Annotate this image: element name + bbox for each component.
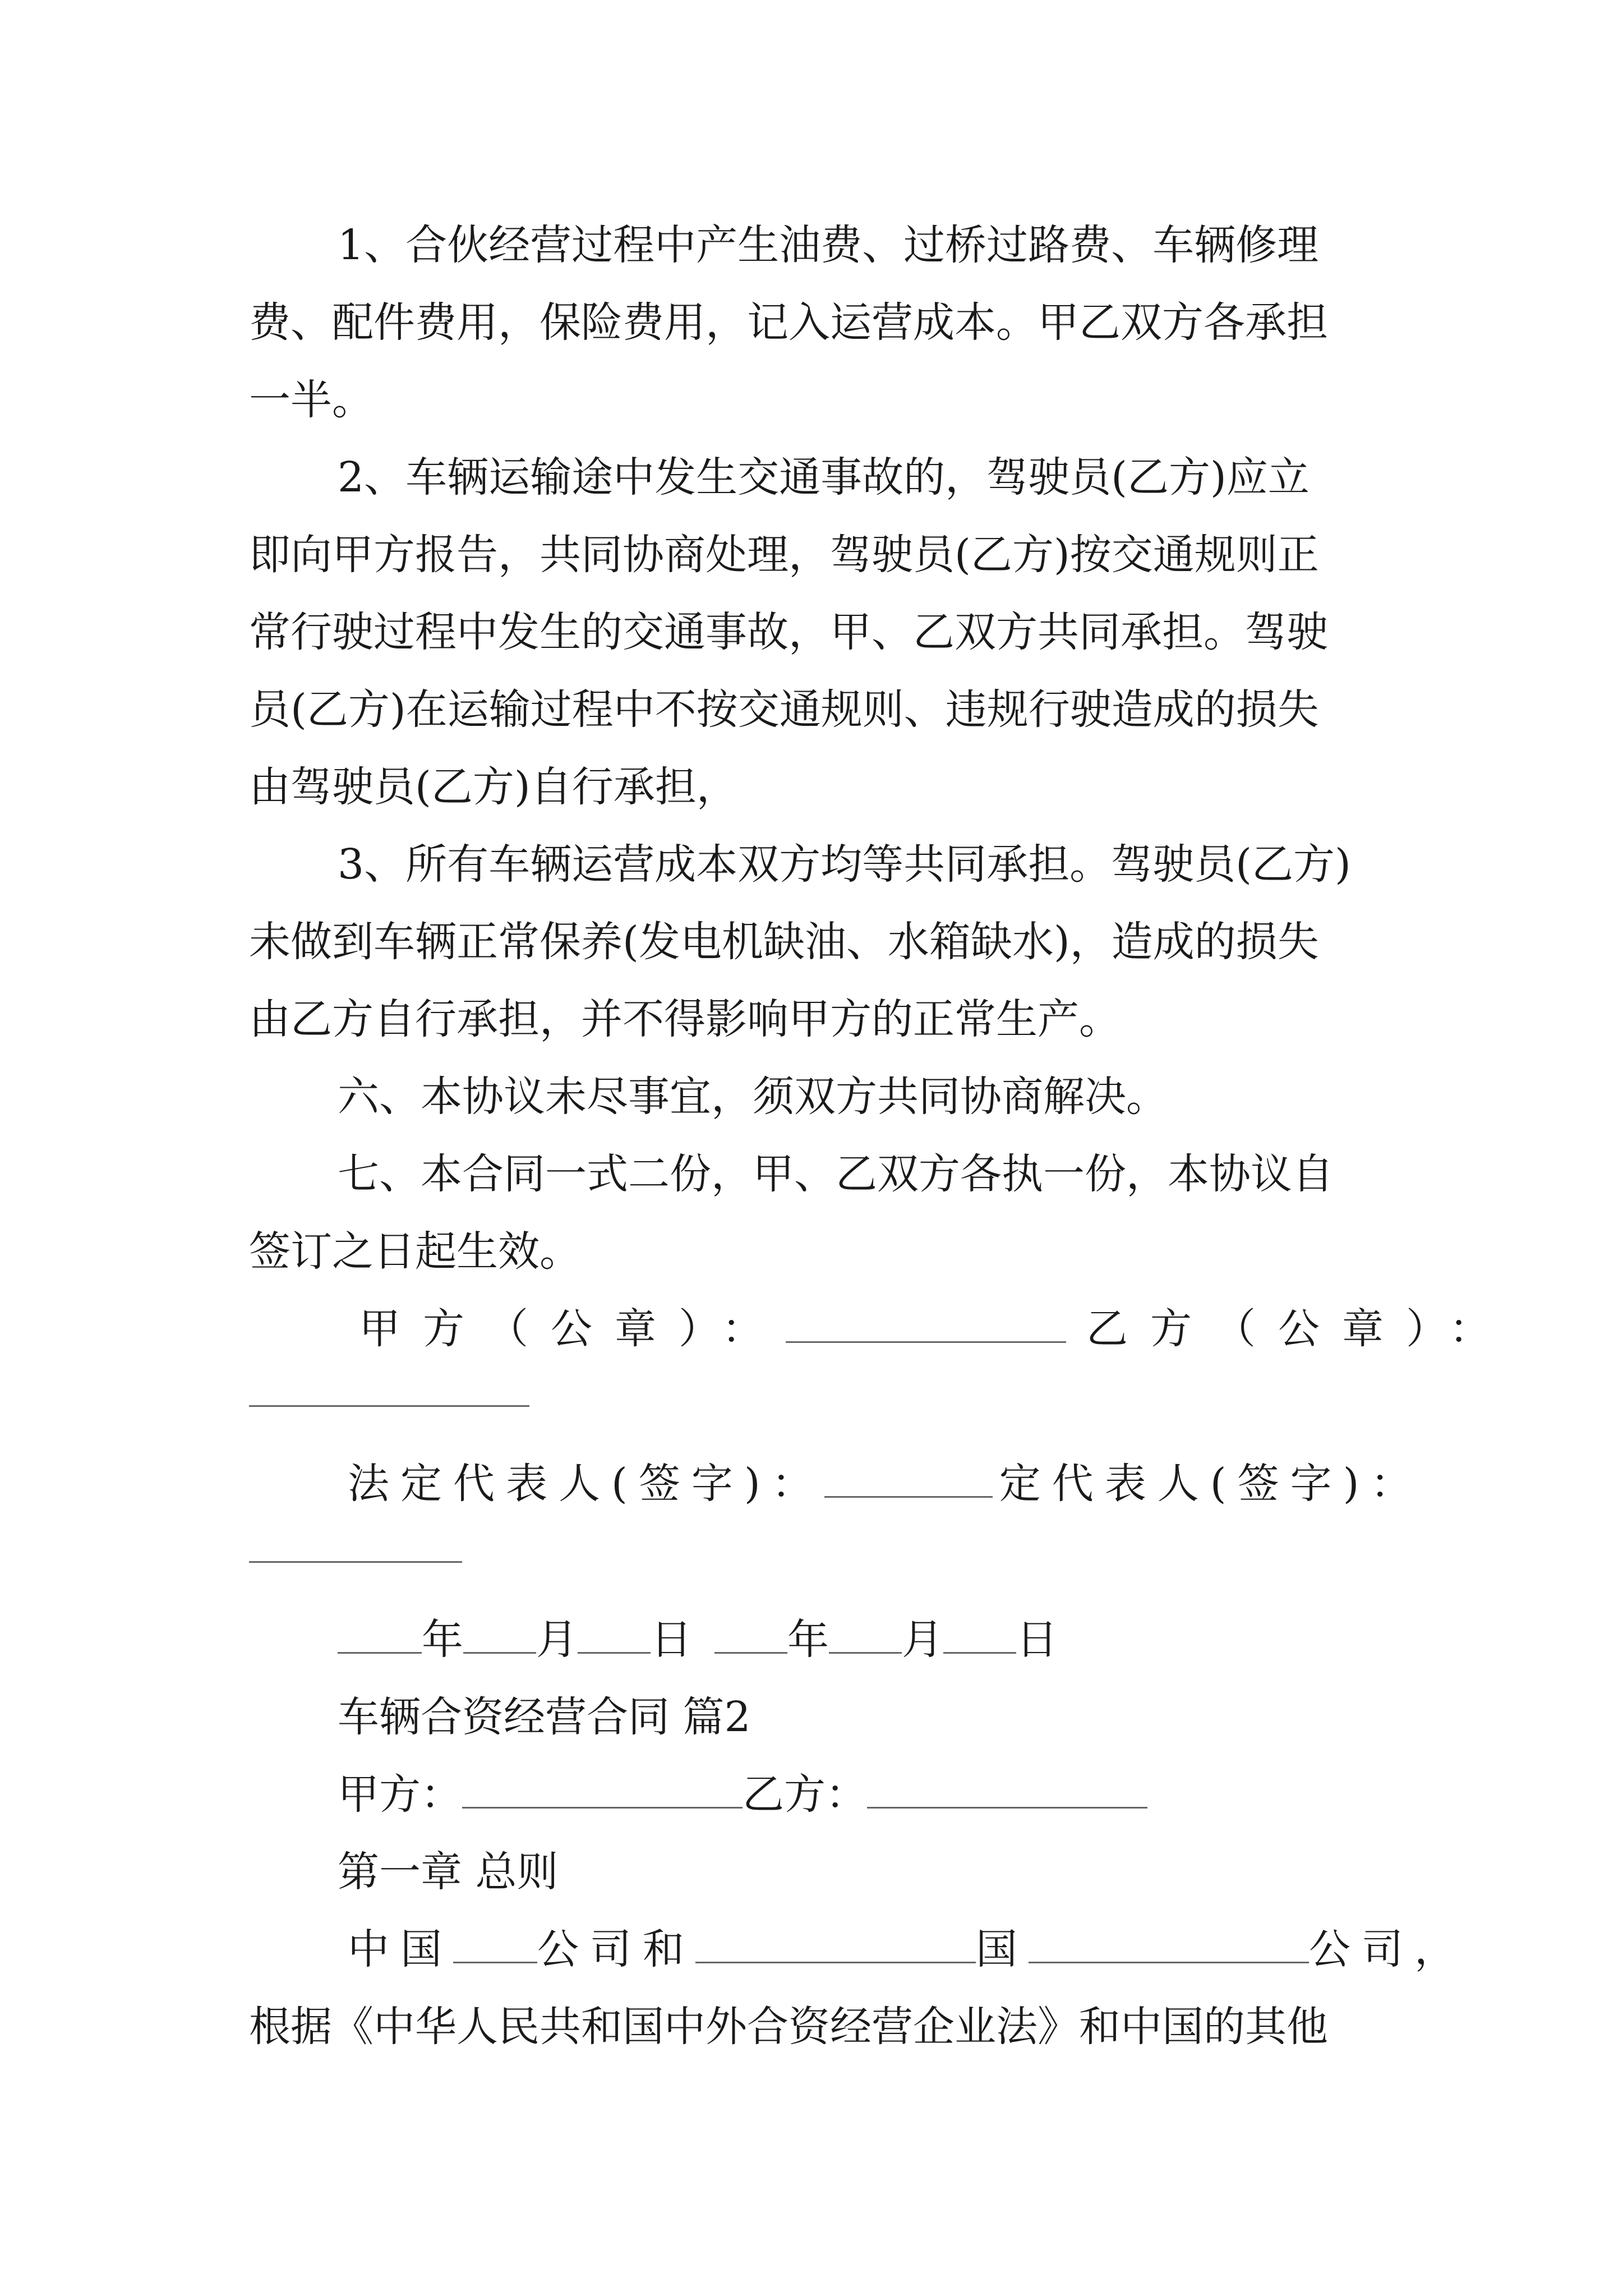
legal-rep-b-label: 定代表人(签字)： <box>999 1460 1423 1508</box>
month-a-blank <box>463 1617 536 1654</box>
month-b-blank <box>829 1617 902 1654</box>
party-b-blank <box>867 1772 1147 1809</box>
section2-title: 车辆合资经营合同 篇2 <box>338 1693 751 1741</box>
day-b-blank <box>943 1617 1016 1654</box>
month-b-label: 月 <box>902 1616 943 1664</box>
company-end-label: 公司， <box>1309 1925 1467 1973</box>
p1-line1: 1、合伙经营过程中产生油费、过桥过路费、车辆修理 <box>338 221 1319 269</box>
chapter-heading: 第一章 总则 <box>338 1848 559 1896</box>
p2-line2: 即向甲方报告，共同协商处理，驾驶员(乙方)按交通规则正 <box>249 531 1319 579</box>
p1-line2: 费、配件费用，保险费用，记入运营成本。甲乙双方各承担 <box>249 298 1328 347</box>
last-line: 根据《中华人民共和国中外合资经营企业法》和中国的其他 <box>249 2003 1328 2051</box>
date-row <box>338 1609 1058 1671</box>
p2-line4: 员(乙方)在运输过程中不按交通规则、违规行驶造成的损失 <box>249 685 1319 734</box>
foreign-country-blank <box>695 1927 976 1963</box>
china-company-blank <box>453 1927 537 1963</box>
year-b-blank <box>714 1617 787 1654</box>
party-a-seal-blank <box>786 1306 1066 1343</box>
p6-line: 六、本协议未尽事宜，须双方共同协商解决。 <box>338 1073 1168 1121</box>
year-a-blank <box>338 1617 422 1654</box>
country-label: 国 <box>976 1925 1029 1973</box>
companies-row <box>348 1918 1467 1980</box>
p3-line1: 3、所有车辆运营成本双方均等共同承担。驾驶员(乙方) <box>338 840 1351 889</box>
party-a-label: 甲方： <box>338 1770 462 1819</box>
legal-rep-a-blank <box>824 1461 993 1498</box>
year-a-label: 年 <box>422 1616 463 1664</box>
company-and-label: 公司和 <box>537 1925 695 1973</box>
p3-line2: 未做到车辆正常保养(发电机缺油、水箱缺水)，造成的损失 <box>249 918 1319 966</box>
party-b-label: 乙方： <box>743 1770 867 1819</box>
p7-line2: 签订之日起生效。 <box>249 1227 581 1276</box>
party-a-blank <box>462 1772 743 1809</box>
party-a-seal-label: 甲方（公章）： <box>359 1305 786 1353</box>
p1-line3: 一半。 <box>249 376 374 424</box>
legal-rep-row <box>348 1453 1423 1515</box>
p7-line1: 七、本合同一式二份，甲、乙双方各执一份，本协议自 <box>338 1150 1334 1198</box>
year-b-label: 年 <box>787 1616 829 1664</box>
p3-line3: 由乙方自行承担，并不得影响甲方的正常生产。 <box>249 995 1121 1043</box>
month-a-label: 月 <box>536 1616 578 1664</box>
day-a-label: 日 <box>651 1616 692 1664</box>
parties-row <box>338 1764 1147 1825</box>
p2-line1: 2、车辆运输途中发生交通事故的，驾驶员(乙方)应立 <box>338 453 1310 501</box>
legal-rep-a-label: 法定代表人(签字)： <box>348 1460 824 1508</box>
seal-row <box>359 1298 1513 1360</box>
day-b-label: 日 <box>1016 1616 1058 1664</box>
day-a-blank <box>578 1617 651 1654</box>
china-label: 中国 <box>348 1925 453 1973</box>
p2-line3: 常行驶过程中发生的交通事故，甲、乙双方共同承担。驾驶 <box>249 608 1328 656</box>
p2-line5: 由驾驶员(乙方)自行承担， <box>249 763 738 811</box>
party-b-seal-blank <box>249 1405 529 1407</box>
foreign-company-blank <box>1029 1927 1309 1963</box>
party-b-seal-label: 乙方（公章）： <box>1086 1305 1513 1353</box>
legal-rep-b-blank <box>249 1561 462 1563</box>
